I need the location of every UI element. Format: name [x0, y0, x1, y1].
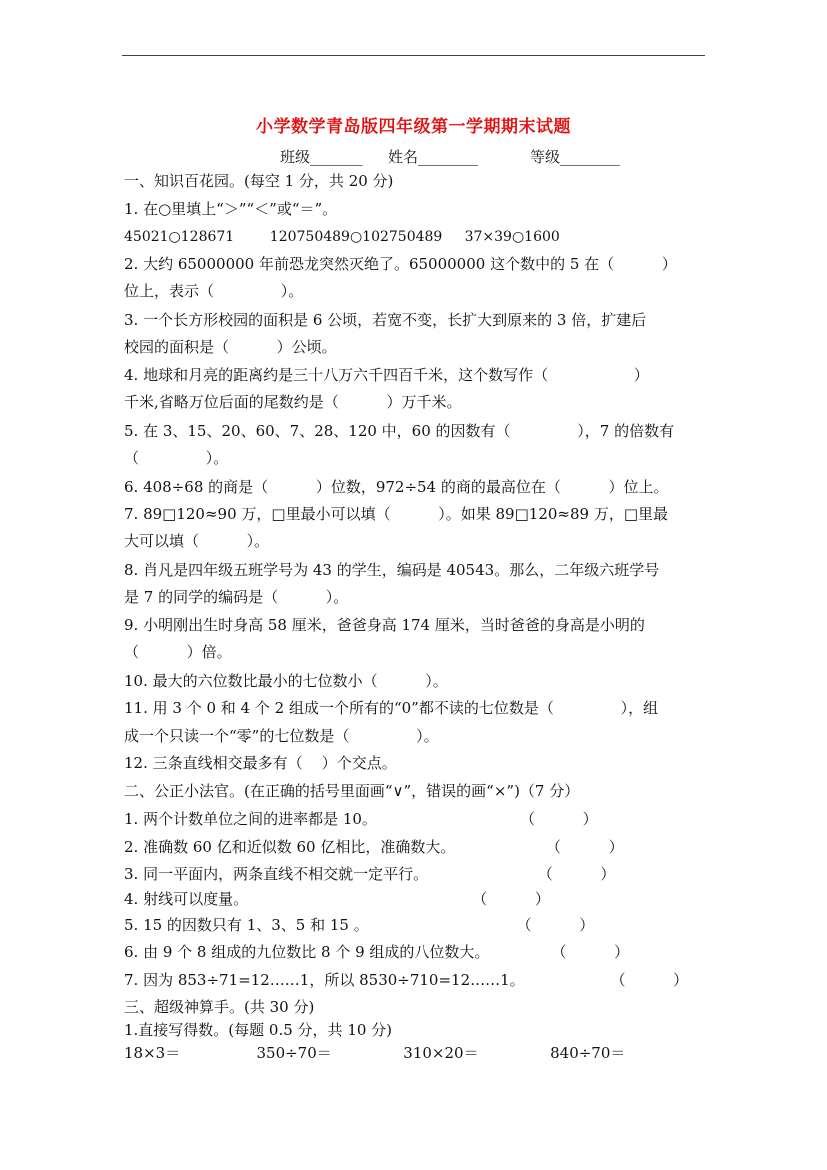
question-line: 位上，表示（ ）。	[124, 282, 304, 300]
question-line: 45021○128671 120750489○102750489 37×39○1600	[124, 229, 560, 245]
judgement-line: 1. 两个计数单位之间的进率都是 10。 （ ）	[124, 810, 598, 828]
question-line: 12. 三条直线相交最多有（ ）个交点。	[124, 754, 397, 772]
question-line: 8. 肖凡是四年级五班学号为 43 的学生，编码是 40543。那么，二年级六班学号	[124, 561, 660, 579]
question-line: 大可以填（ ）。	[124, 532, 270, 550]
question-line: 4. 地球和月亮的距离约是三十八万六千四百千米，这个数写作（ ）	[124, 366, 649, 384]
judgement-line: 7. 因为 853÷71=12……1，所以 8530÷710=12……1。 （ ）	[124, 971, 689, 989]
name-field: 姓名________	[388, 148, 479, 166]
question-line: 千米,省略万位后面的尾数约是（ ）万千米。	[124, 393, 462, 411]
judgement-line: 2. 准确数 60 亿和近似数 60 亿相比，准确数大。 （ ）	[124, 838, 624, 856]
sub-heading: 1.直接写得数。(每题 0.5 分，共 10 分)	[124, 1021, 393, 1039]
section-heading-2: 二、公正小法官。(在正确的括号里面画“∨”，错误的画“×”)（7 分）	[124, 782, 580, 800]
question-line: 9. 小明刚出生时身高 58 厘米，爸爸身高 174 厘米，当时爸爸的身高是小明的	[124, 616, 645, 634]
question-line: 2. 大约 65000000 年前恐龙突然灭绝了。65000000 这个数中的 5 在（ ）	[124, 255, 677, 273]
question-line: （ ）倍。	[124, 643, 232, 661]
question-line: 3. 一个长方形校园的面积是 6 公顷，若宽不变，长扩大到原来的 3 倍，扩建后	[124, 311, 647, 329]
question-line: 7. 89□120≈90 万，□里最小可以填（ ）。如果 89□120≈89 万，□里最	[124, 505, 669, 523]
question-line: 11. 用 3 个 0 和 4 个 2 组成一个所有的“0”都不读的七位数是（ ），组	[124, 699, 659, 717]
question-line: 1. 在○里填上“＞”“＜”或“＝”。	[124, 200, 338, 218]
question-line: 5. 在 3、15、20、60、7、28、120 中，60 的因数有（ ），7 的倍数有	[124, 422, 675, 440]
question-line: 校园的面积是（ ）公顷。	[124, 338, 337, 356]
judgement-line: 4. 射线可以度量。 （ ）	[124, 890, 550, 908]
class-field: 班级_______	[280, 148, 363, 166]
judgement-line: 3. 同一平面内，两条直线不相交就一定平行。 （ ）	[124, 865, 616, 883]
judgement-line: 5. 15 的因数只有 1、3、5 和 15 。 （ ）	[124, 916, 595, 934]
question-line: 成一个只读一个“零”的七位数是（ ）。	[124, 727, 439, 745]
section-heading-1: 一、知识百花园。(每空 1 分，共 20 分)	[124, 172, 394, 190]
top-rule	[122, 55, 705, 56]
question-line: 6. 408÷68 的商是（ ）位数，972÷54 的商的最高位在（ ）位上。	[124, 478, 669, 496]
section-heading-3: 三、超级神算手。(共 30 分)	[124, 998, 315, 1016]
judgement-line: 6. 由 9 个 8 组成的九位数比 8 个 9 组成的八位数大。 （ ）	[124, 943, 630, 961]
question-line: 是 7 的同学的编码是（ ）。	[124, 588, 349, 606]
page-title: 小学数学青岛版四年级第一学期期末试题	[256, 117, 571, 137]
grade-field: 等级________	[530, 148, 621, 166]
question-line: （ ）。	[124, 449, 229, 467]
calc-row: 18×3＝ 350÷70＝ 310×20＝ 840÷70＝	[124, 1044, 626, 1062]
question-line: 10. 最大的六位数比最小的七位数小（ ）。	[124, 672, 448, 690]
